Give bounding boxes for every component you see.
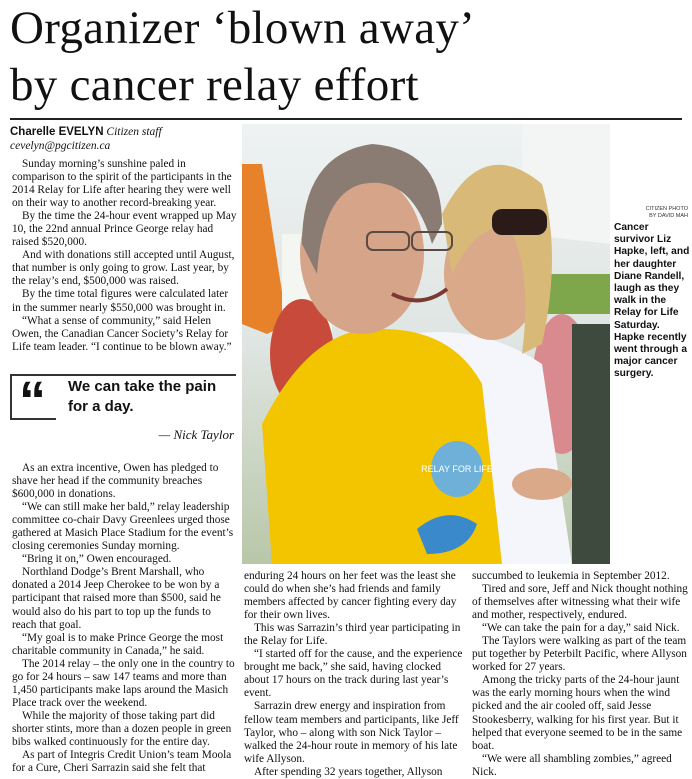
photo-credit-line-1: CITIZEN PHOTO: [645, 206, 688, 212]
paragraph: “I started off for the cause, and the experience brought me back,” she said, having clocked about 17 hours on the track during last year’s event.: [244, 648, 463, 700]
byline: [10, 125, 238, 153]
paragraph: “We can take the pain for a day,” said Nick.: [482, 622, 680, 635]
article-column-2: [244, 570, 464, 779]
headline-line-1: Organizer ‘blown away’: [10, 2, 476, 54]
paragraph: “We were all shambling zombies,” agreed Nick.: [472, 752, 672, 778]
photo-credit: [612, 206, 688, 220]
pull-quote-attribution: — Nick Taylor: [158, 427, 234, 442]
paragraph: succumbed to leukemia in September 2012.: [472, 570, 670, 582]
paragraph: enduring 24 hours on her feet was the least she could do when she’s had friends and family members affected by cancer fighting every day for their own lives.: [244, 570, 457, 622]
paragraph: Northland Dodge’s Brent Marshall, who donated a 2014 Jeep Cherokee to be won by a participant that raised more than $500, said he would also do his part to top up the funds to reach that goal.: [12, 566, 221, 631]
pull-quote-rule: [56, 374, 236, 376]
shirt-text: RELAY FOR LIFE: [421, 464, 493, 474]
headline-line-2: by cancer relay effort: [10, 59, 419, 111]
paragraph: “What a sense of community,” said Helen Owen, the Canadian Cancer Society’s Relay for Life team leader. “I continue to be blown away.”: [12, 314, 232, 353]
author-name: Charelle EVELYN: [10, 126, 104, 138]
article-column-1-bottom: [12, 462, 238, 775]
paragraph: Sunday morning’s sunshine paled in comparison to the spirit of the participants in the 2014 Relay for Life after hearing they were well on their way to another record-breaking year.: [12, 158, 232, 210]
paragraph: This was Sarrazin’s third year participating in the Relay for Life.: [244, 622, 461, 648]
paragraph: The 2014 relay – the only one in the country to go for 24 hours – saw 147 teams and more than 1,450 participants make laps around the Masich Place track over the weekend.: [12, 657, 235, 709]
pull-quote-text: We can take the pain for a day.: [68, 378, 217, 415]
paragraph: Among the tricky parts of the 24-hour jaunt was the early morning hours when the wind picked and the air cooled off, said Jesse Stookesberry, walking for his first year. But it helped that everyone seemed to be in the same boat.: [472, 674, 683, 752]
paragraph: By the time the 24-hour event wrapped up May 10, the 22nd annual Prince George relay had raised $520,000.: [12, 210, 237, 249]
photo-caption: Cancer survivor Liz Hapke, left, and her daughter Diane Randell, laugh as they walk in the Relay for Life Saturday. Hapke recently went through a major cancer surgery.: [614, 222, 690, 380]
quote-mark: “: [19, 371, 46, 431]
paragraph: Sarrazin drew energy and inspiration from fellow team members and participants, like Jeff Taylor, who – along with son Nick Taylor – walked the 24-hour route in memory of his late wife Allyson.: [244, 700, 459, 765]
article-photo: [242, 124, 610, 564]
paragraph: “Bring it on,” Owen encouraged.: [22, 553, 172, 566]
paragraph: As an extra incentive, Owen has pledged to shave her head if the community breaches $600,000 in donations.: [12, 462, 219, 501]
paragraph: “We can still make her bald,” relay leadership committee co-chair Davy Greenlees urged those gathered at Masich Place Stadium for the event’s closing ceremonies Sunday morning.: [12, 501, 234, 553]
sunglasses: [492, 209, 547, 235]
paragraph: And with donations still accepted until August, that number is only going to grow. Last year, by the relay’s end, $500,000 was raised.: [12, 249, 235, 288]
headline-rule: [10, 118, 682, 120]
pull-quote: [10, 371, 238, 450]
paragraph: As part of Integris Credit Union’s team Moola for a Cure, Cheri Sarrazin said she felt that: [12, 749, 232, 775]
paragraph: After spending 32 years together, Allyson: [254, 765, 443, 778]
article-column-1-top: [12, 158, 238, 354]
paragraph: The Taylors were walking as part of the team put together by Peterbilt Pacific, where Allyson worked for 27 years.: [472, 635, 687, 674]
paragraph: While the majority of those taking part did shorter stints, more than a dozen people in green bibs walked continuously for the entire day.: [12, 709, 232, 748]
daughter-hand: [512, 468, 572, 500]
article-column-3: [472, 570, 688, 779]
author-role: Citizen staff: [106, 126, 162, 138]
photo-credit-line-2: BY DAVID MAH: [649, 213, 688, 219]
paragraph: Tired and sore, Jeff and Nick thought nothing of themselves after witnessing what their wife and mother, respectively, endured.: [472, 583, 688, 622]
author-email[interactable]: cevelyn@pgcitizen.ca: [10, 140, 111, 152]
headline: [10, 0, 682, 114]
photo-illustration: [242, 124, 610, 564]
paragraph: “My goal is to make Prince George the most charitable community in Canada,” he said.: [12, 631, 224, 657]
background-dark: [572, 324, 610, 564]
paragraph: By the time total figures were calculated later in the summer nearly $550,000 was brought in.: [12, 288, 229, 314]
quote-mark-icon: [10, 371, 56, 431]
